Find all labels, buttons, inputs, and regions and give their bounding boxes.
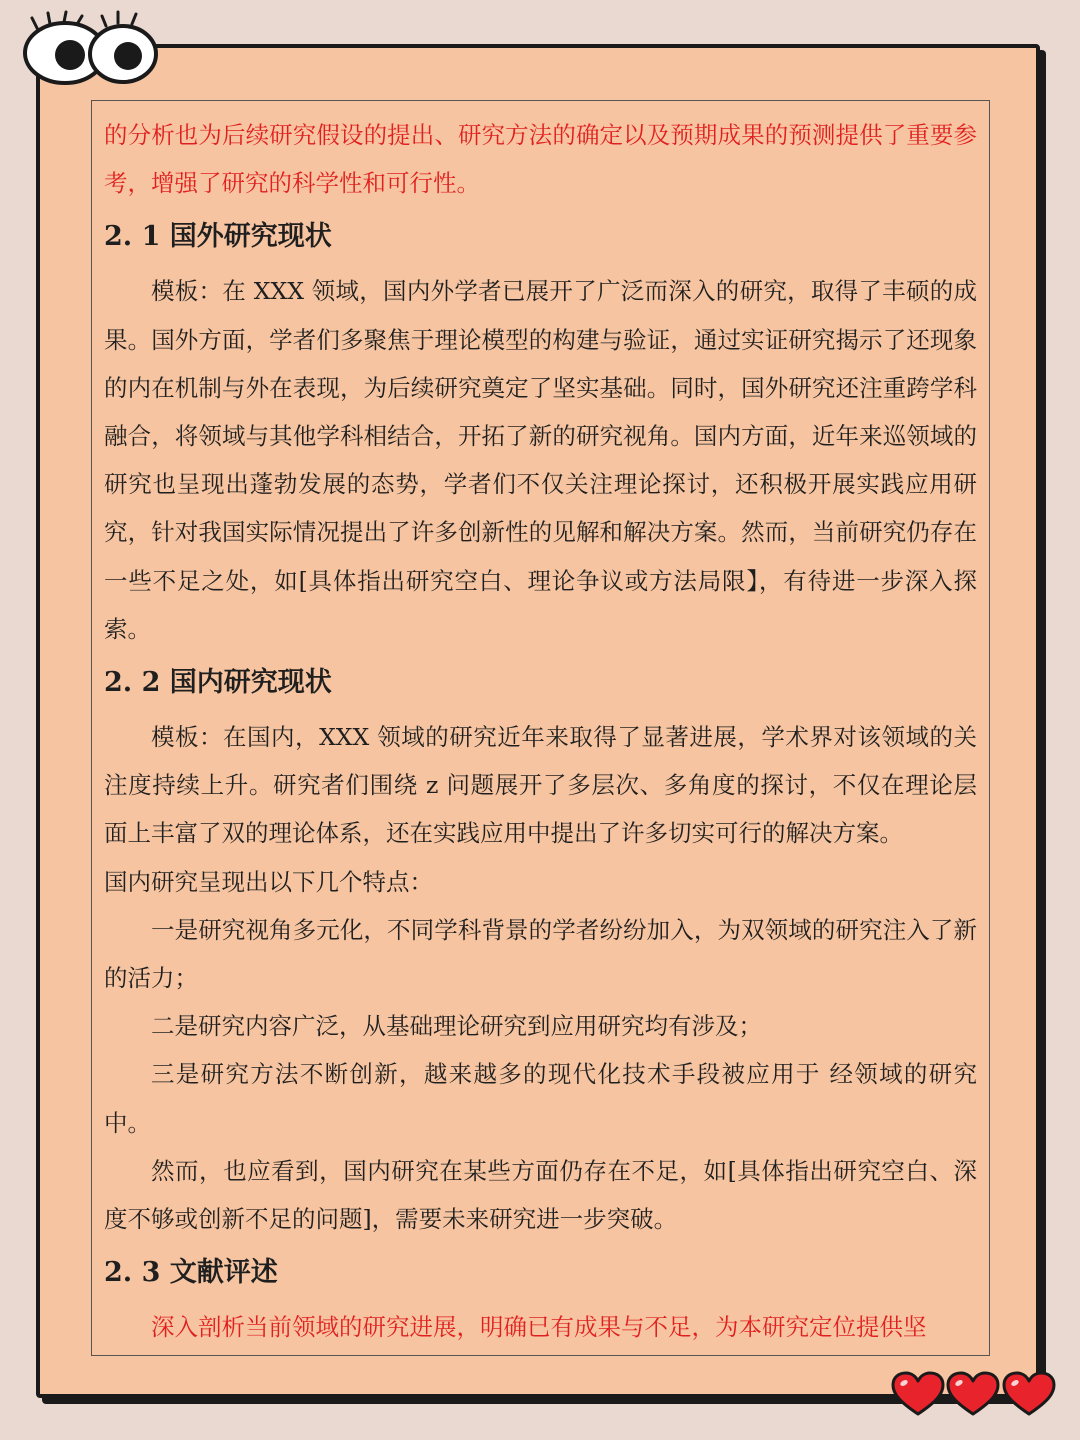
heading-foreign-research: 2. 1 国外研究现状 bbox=[104, 221, 332, 253]
domestic-shortcomings-paragraph: 然而，也应看到，国内研究在某些方面仍存在不足，如[具体指出研究空白、深度不够或创新不足的问题]，需要未来研究进一步突破。 bbox=[104, 1156, 977, 1234]
foreign-research-paragraph: 模板：在 XXX 领域，国内外学者已展开了广泛而深入的研究，取得了丰硕的成果。国外方面，学者们多聚焦于理论模型的构建与验证，通过实证研究揭示了还现象的内在机制与外在表现，为后续研究奠定了坚实基础。同时，国外研究还注重跨学科融合，将领域与其他学科相结合，开拓了新的研究视角。国内方面，近年来巡领域的研究也呈现出蓬勃发展的态势，学者们不仅关注理论探讨，还积极开展实践应用研究，针对我国实际情况提出了许多创新性的见解和解决方案。然而，当前研究仍存在一些不足之处，如[具体指出研究空白、理论争议或方法局限】，有待进一步深入探索。 bbox=[104, 277, 977, 643]
domestic-feature-2: 二是研究内容广泛，从基础理论研究到应用研究均有涉及； bbox=[151, 1012, 762, 1041]
domestic-feature-3: 三是研究方法不断创新，越来越多的现代化技术手段被应用于 经领域的研究中。 bbox=[104, 1060, 977, 1137]
cartoon-eyes-icon bbox=[18, 10, 168, 90]
domestic-feature-1: 一是研究视角多元化，不同学科背景的学者纷纷加入，为双领域的研究注入了新的活力； bbox=[104, 915, 977, 993]
hearts-icon bbox=[890, 1370, 1060, 1420]
heading-literature-review: 2. 3 文献评述 bbox=[104, 1257, 278, 1289]
domestic-research-paragraph: 模板：在国内，XXX 领域的研究近年来取得了显著进展，学术界对该领域的关注度持续上升。研究者们围绕 z 问题展开了多层次、多角度的探讨，不仅在理论层面上丰富了双的理论体系，还在实践应用中提出了许多切实可行的解决方案。 bbox=[104, 723, 977, 848]
heading-domestic-research: 2. 2 国内研究现状 bbox=[104, 667, 332, 699]
intro-paragraph: 的分析也为后续研究假设的提出、研究方法的确定以及预期成果的预测提供了重要参考，增强了研究的科学性和可行性。 bbox=[104, 121, 977, 198]
literature-review-paragraph: 深入剖析当前领域的研究进展，明确已有成果与不足，为本研究定位提供坚 bbox=[151, 1313, 927, 1342]
domestic-features-intro: 国内研究呈现出以下几个特点： bbox=[104, 867, 433, 896]
document-page bbox=[91, 100, 990, 1356]
